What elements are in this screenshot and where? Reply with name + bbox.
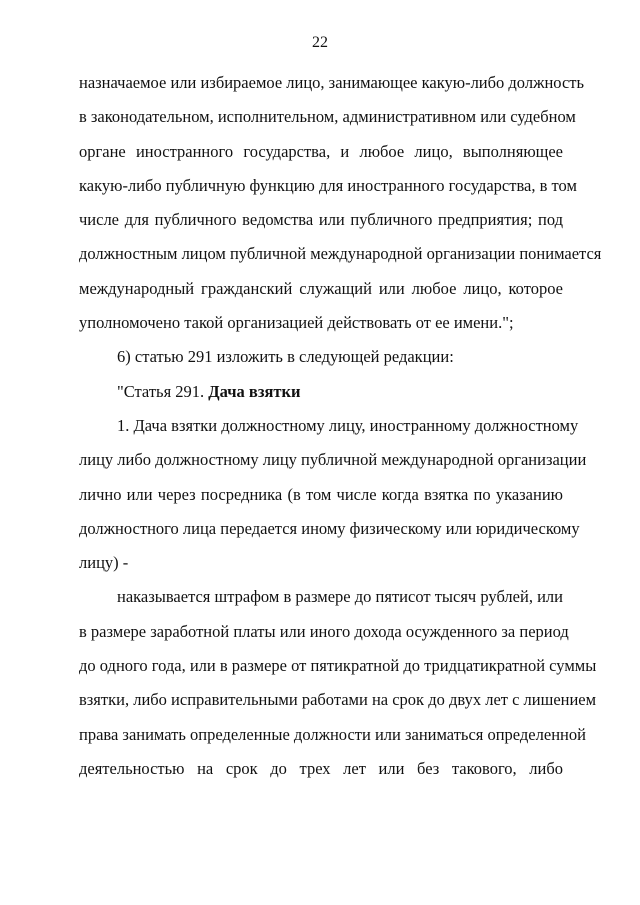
text-line: органе иностранного государства, и любое лицо, выполняющее xyxy=(79,141,563,161)
text-line: лицу либо должностному лицу публичной международной организации xyxy=(79,450,587,470)
text-line: числе для публичного ведомства или публичного предприятия; под xyxy=(79,210,563,230)
text-line: в размере заработной платы или иного дохода осужденного за период xyxy=(79,621,569,641)
article-title: Дача взятки xyxy=(208,381,301,401)
text-line: права занимать определенные должности или заниматься определенной xyxy=(79,724,586,744)
text-line: деятельностью на срок до трех лет или без такового, либо xyxy=(79,758,563,778)
text-line: лицу) - xyxy=(79,553,129,573)
article-heading xyxy=(79,375,563,409)
text-line: назначаемое или избираемое лицо, занимающее какую-либо должность xyxy=(79,73,585,92)
text-line: какую-либо публичную функцию для иностранного государства, в том xyxy=(79,175,577,195)
body-text xyxy=(79,66,602,786)
text-line: уполномочено такой организацией действовать от ее имени."; xyxy=(79,313,514,333)
text-line: должностным лицом публичной международной организации понимается xyxy=(79,244,602,264)
text-line: до одного года, или в размере от пятикратной до тридцатикратной суммы xyxy=(79,656,597,676)
paragraph-line: наказывается штрафом в размере до пятисот тысяч рублей, или xyxy=(117,587,563,607)
text-line: в законодательном, исполнительном, административном или судебном xyxy=(79,107,576,127)
article-number: "Статья 291. xyxy=(117,381,209,401)
text-line: должностного лица передается иному физическому или юридическому xyxy=(79,518,580,538)
paragraph-line: 6) статью 291 изложить в следующей редакции: xyxy=(117,347,454,367)
paragraph-line: 1. Дача взятки должностному лицу, иностранному должностному xyxy=(117,415,579,435)
page-number: 22 xyxy=(312,34,328,51)
text-line: международный гражданский служащий или любое лицо, которое xyxy=(79,278,563,298)
text-line: лично или через посредника (в том числе когда взятка по указанию xyxy=(79,484,563,504)
text-line: взятки, либо исправительными работами на срок до двух лет с лишением xyxy=(79,690,597,710)
